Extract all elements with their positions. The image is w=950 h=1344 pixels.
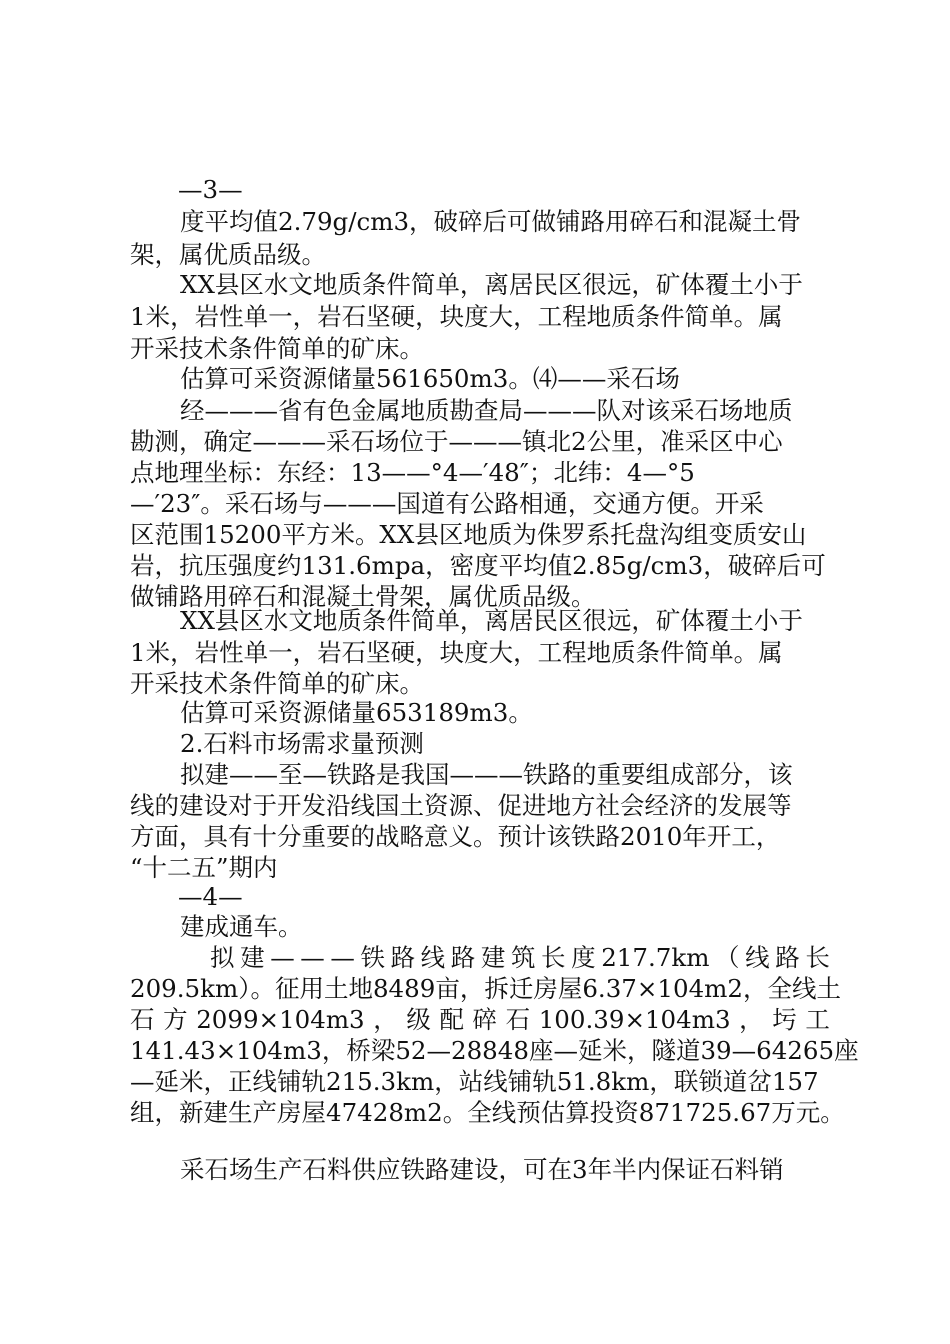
paragraph-line-justified [210,941,830,975]
justified-text-part: 石 [505,1005,531,1034]
paragraph-line-justified [130,1003,830,1037]
justified-text-part: 路 [450,943,476,972]
justified-text-part: 筑 [510,943,536,972]
paragraph-line: 采石场生产石料供应铁路建设，可在3年半内保证石料销 [180,1155,784,1184]
paragraph-line: 点地理坐标：东经：13——°4—′48″；北纬：4—°5 [130,458,695,487]
justified-text-part: 线 [420,943,446,972]
page-number-marker: —4— [178,882,243,911]
paragraph-line: XX县区水文地质条件简单，离居民区很远，矿体覆土小于 [180,270,803,299]
paragraph-line: 141.43×104m3，桥梁52—28848座—延米，隧道39—64265座 [130,1036,859,1065]
justified-text-part: 路 [390,943,416,972]
paragraph-line: 经———省有色金属地质勘查局———队对该采石场地质 [180,396,793,425]
paragraph-line: 组，新建生产房屋47428m2。全线预估算投资871725.67万元。 [130,1098,845,1127]
justified-text-part: 圬 [772,1005,797,1034]
justified-text-part: 工 [805,1005,830,1034]
paragraph-line: 岩，抗压强度约131.6mpa，密度平均值2.85g/cm3，破碎后可 [130,551,826,580]
page-number-marker: —3— [178,175,243,204]
paragraph-line: 建成通车。 [180,912,303,941]
justified-text-part: 方 [163,1005,188,1034]
paragraph-line: 209.5km）。征用土地8489亩，拆迁房屋6.37×104m2，全线土 [130,974,841,1003]
paragraph-line: 勘测，确定———采石场位于———镇北2公里，准采区中心 [130,427,783,456]
justified-text-part: 碎 [472,1005,498,1034]
paragraph-line: —′23″。采石场与———国道有公路相通，交通方便。开采 [130,489,764,518]
paragraph-line: 方面，具有十分重要的战略意义。预计该铁路2010年开工， [130,822,781,851]
paragraph-line: 做铺路用碎石和混凝土骨架，属优质品级。 [130,582,596,611]
justified-text-part: 长 [805,943,830,972]
section-heading: 2.石料市场需求量预测 [180,729,424,758]
justified-text-part: 217.7km [601,943,710,972]
justified-text-part: 2099×104m3 [196,1005,365,1034]
justified-text-part: 建 [240,943,265,972]
paragraph-line: 估算可采资源储量561650m3。⑷——采石场 [180,364,680,393]
justified-text-part: 路 [775,943,800,972]
justified-text-part: ， [739,1005,764,1034]
paragraph-line: 估算可采资源储量653189m3。 [180,698,533,727]
paragraph-line: 开采技术条件简单的矿床。 [130,334,424,363]
justified-text-part: 100.39×104m3 [538,1005,731,1034]
paragraph-line: 开采技术条件简单的矿床。 [130,669,424,698]
justified-text-part: 铁 [360,943,385,972]
paragraph-line: —延米，正线铺轨215.3km，站线铺轨51.8km，联锁道岔157 [130,1067,819,1096]
justified-text-part: 线 [745,943,770,972]
justified-text-part: 级 [406,1005,431,1034]
paragraph-line: 架，属优质品级。 [130,240,326,269]
justified-text-part: ， [373,1005,398,1034]
paragraph-line: 度平均值2.79g/cm3，破碎后可做铺路用碎石和混凝土骨 [180,207,802,236]
paragraph-line: 1米，岩性单一，岩石坚硬，块度大，工程地质条件简单。属 [130,638,783,667]
justified-text-part: — [270,943,295,972]
justified-text-part: 度 [571,943,596,972]
paragraph-line: 区范围15200平方米。XX县区地质为侏罗系托盘沟组变质安山 [130,520,807,549]
justified-text-part: 拟 [210,943,235,972]
paragraph-line: 1米，岩性单一，岩石坚硬，块度大，工程地质条件简单。属 [130,302,783,331]
paragraph-line: 线的建设对于开发沿线国土资源、促进地方社会经济的发展等 [130,791,792,820]
justified-text-part: 建 [480,943,506,972]
justified-text-part: — [330,943,355,972]
justified-text-part: （ [715,943,740,972]
justified-text-part: — [300,943,325,972]
paragraph-line: 拟建——至—铁路是我国———铁路的重要组成部分，该 [180,760,793,789]
justified-text-part: 长 [541,943,566,972]
paragraph-line: XX县区水文地质条件简单，离居民区很远，矿体覆土小于 [180,606,803,635]
justified-text-part: 配 [439,1005,464,1034]
paragraph-line: “十二五”期内 [130,853,278,882]
justified-text-part: 石 [130,1005,155,1034]
